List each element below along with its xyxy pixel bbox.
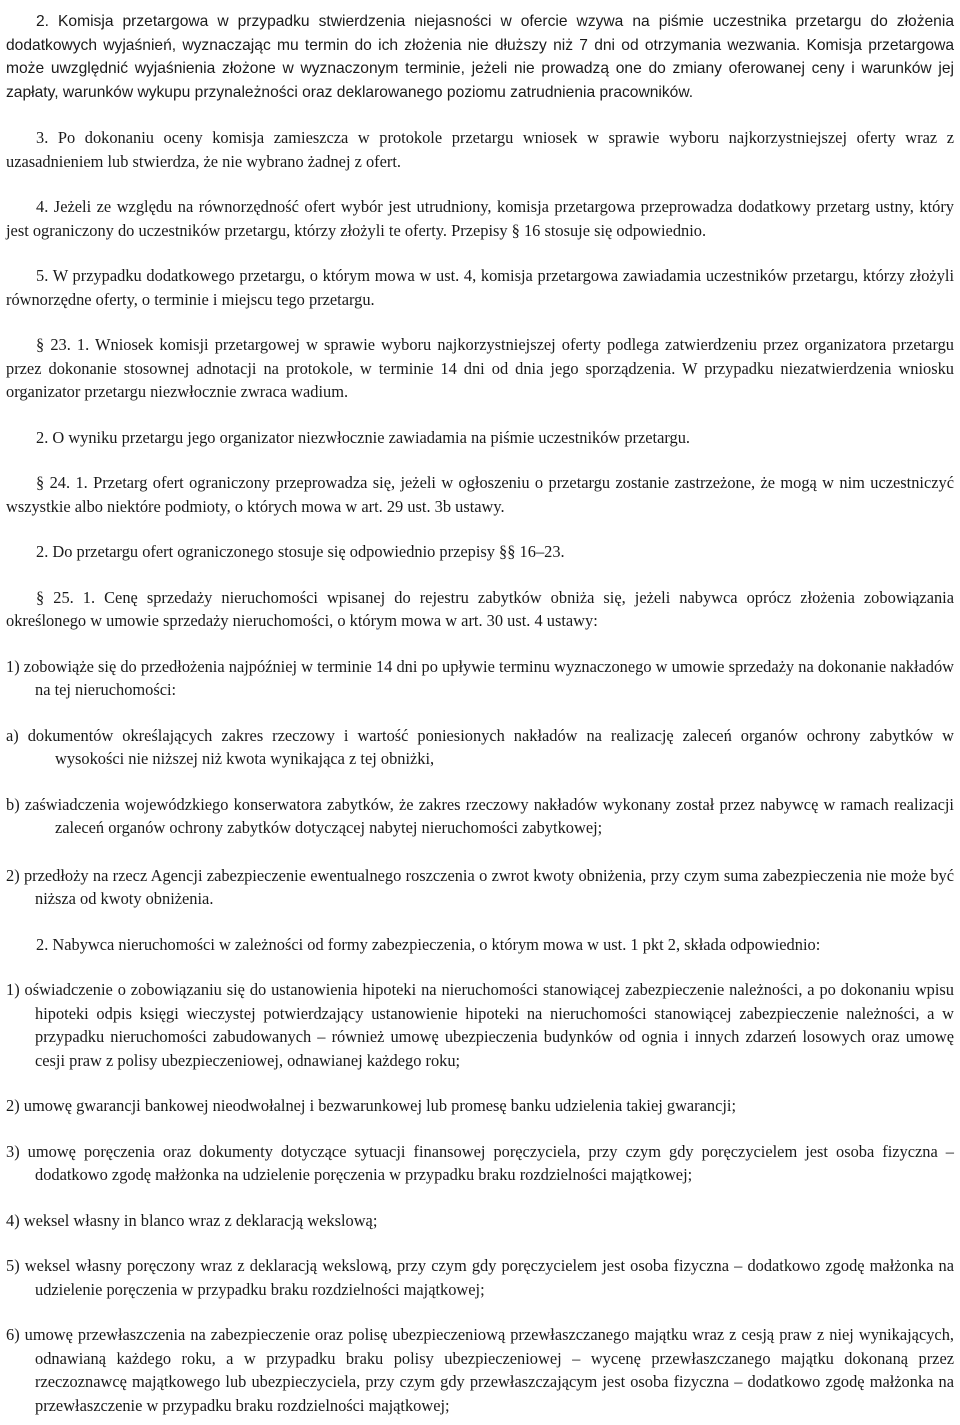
paragraph-2-clarifications: 2. Komisja przetargowa w przypadku stwierdzenia niejasności w ofercie wzywa na piśmie uczestnika przetargu do złożenia dodatkowych wyjaśnień, wyznaczając mu termin do ich złożenia nie dłuższy niż 7 dni od otrzymania wezwania. Komisja przetargowa może uwzględnić wyjaśnienia złożone w wyznaczonym terminie, jeżeli nie prowadzą one do zmiany oferowanej ceny i warunków jej zapłaty, warunków wykupu przynależności oraz deklarowanego poziomu zatrudnienia pracowników. — [6, 13, 954, 101]
sub-list-item: a) dokumentów określających zakres rzeczowy i wartość poniesionych nakładów na realizację zaleceń organów ochrony zabytków w wysokości nie niższej niż kwota wynikająca z tej obniżki, — [6, 725, 954, 768]
section-23-paragraph-1: § 23. 1. Wniosek komisji przetargowej w sprawie wyboru najkorzystniejszej oferty podlega zatwierdzeniu przez organizatora przetargu przez dokonanie stosownej adnotacji na protokole, w terminie 14 dni od dnia jego sporządzenia. W przypadku niezatwierdzenia wniosku organizator przetargu niezwłocznie zwraca wadium. — [6, 335, 954, 401]
paragraph-3-protocol: 3. Po dokonaniu oceny komisja zamieszcza w protokole przetargu wniosek w sprawie wyboru najkorzystniejszej oferty wraz z uzasadnieniem lub stwierdza, że nie wybrano żadnej z ofert. — [6, 128, 954, 171]
list-item: 5) weksel własny poręczony wraz z deklaracją wekslową, przy czym gdy poręczycielem jest osoba fizyczna – dodatkowo zgodę małżonka na udzielenie poręczenia w przypadku braku rozdzielności majątkowej; — [6, 1256, 954, 1299]
list-item: 2) przedłoży na rzecz Agencji zabezpieczenie ewentualnego roszczenia o zwrot kwoty obniżenia, przy czym suma zabezpieczenia nie może być niższa od kwoty obniżenia. — [6, 865, 954, 908]
list-item: 1) oświadczenie o zobowiązaniu się do ustanowienia hipoteki na nieruchomości stanowiącej zabezpieczenie należności, a po dokonaniu wpisu hipoteki odpis księgi wieczystej potwierdzający ustanowienie hipoteki na nieruchomości stanowiącej zabezpieczenie należności, a w przypadku nieruchomości zabudowanych – również umowę ubezpieczenia budynków od ognia i innych zdarzeń losowych oraz umowę cesji praw z polisy ubezpieczeniowej, odnawianej każdego roku; — [6, 980, 954, 1070]
section-24-paragraph-1: § 24. 1. Przetarg ofert ograniczony przeprowadza się, jeżeli w ogłoszeniu o przetargu zostanie zastrzeżone, że mogą w nim uczestniczyć wszystkie albo niektóre podmioty, o których mowa w art. 29 ust. 3b ustawy. — [6, 473, 954, 516]
section-23-paragraph-2: 2. O wyniku przetargu jego organizator niezwłocznie zawiadamia na piśmie uczestników przetargu. — [36, 427, 691, 447]
paragraph-4-additional-tender: 4. Jeżeli ze względu na równorzędność ofert wybór jest utrudniony, komisja przetargowa przeprowadza dodatkowy przetarg ustny, który jest ograniczony do uczestników przetargu, którzy złożyli te oferty. Przepisy § 16 stosuje się odpowiednio. — [6, 197, 954, 240]
list-item: 2) umowę gwarancji bankowej nieodwołalnej i bezwarunkowej lub promesę banku udzielenia takiej gwarancji; — [6, 1096, 737, 1115]
section-25-paragraph-1: § 25. 1. Cenę sprzedaży nieruchomości wpisanej do rejestru zabytków obniża się, jeżeli nabywca oprócz złożenia zobowiązania określonego w umowie sprzedaży nieruchomości, o którym mowa w art. 30 ust. 4 ustawy: — [6, 587, 954, 630]
paragraph-5-notification: 5. W przypadku dodatkowego przetargu, o którym mowa w ust. 4, komisja przetargowa zawiadamia uczestników przetargu, którzy złożyli równorzędne oferty, o terminie i miejscu tego przetargu. — [6, 266, 954, 309]
section-25-paragraph-2: 2. Nabywca nieruchomości w zależności od formy zabezpieczenia, o którym mowa w ust. 1 pkt 2, składa odpowiednio: — [36, 934, 821, 954]
list-item: 4) weksel własny in blanco wraz z deklaracją wekslową; — [6, 1210, 378, 1230]
section-24-paragraph-2: 2. Do przetargu ofert ograniczonego stosuje się odpowiednio przepisy §§ 16–23. — [36, 542, 565, 561]
sub-list-item: b) zaświadczenia wojewódzkiego konserwatora zabytków, że zakres rzeczowy nakładów wykonany został przez nabywcę w ramach realizacji zaleceń organów ochrony zabytków dotyczącej nabytej nieruchomości zabytkowej; — [6, 794, 954, 837]
list-item: 3) umowę poręczenia oraz dokumenty dotyczące sytuacji finansowej poręczyciela, przy czym gdy poręczycielem jest osoba fizyczna – dodatkowo zgodę małżonka na udzielenie poręczenia w przypadku braku rozdzielności majątkowej; — [6, 1141, 954, 1184]
list-item: 6) umowę przewłaszczenia na zabezpieczenie oraz polisę ubezpieczeniową przewłaszczanego majątku wraz z cesją praw z niej wynikających, odnawianą każdego roku, a w przypadku braku polisy ubezpieczeniowej – wycenę przewłaszczanego majątku dokonaną przez rzeczoznawcę majątkowego lub ubezpieczyciela, przy czym gdy przewłaszczającym jest osoba fizyczna – dodatkowo zgodę małżonka na przewłaszczenie w przypadku braku rozdzielności majątkowej; — [6, 1325, 954, 1415]
list-item: 1) zobowiąże się do przedłożenia najpóźniej w terminie 14 dni po upływie terminu wyznaczonego w umowie sprzedaży na dokonanie nakładów na tej nieruchomości: — [6, 656, 954, 699]
